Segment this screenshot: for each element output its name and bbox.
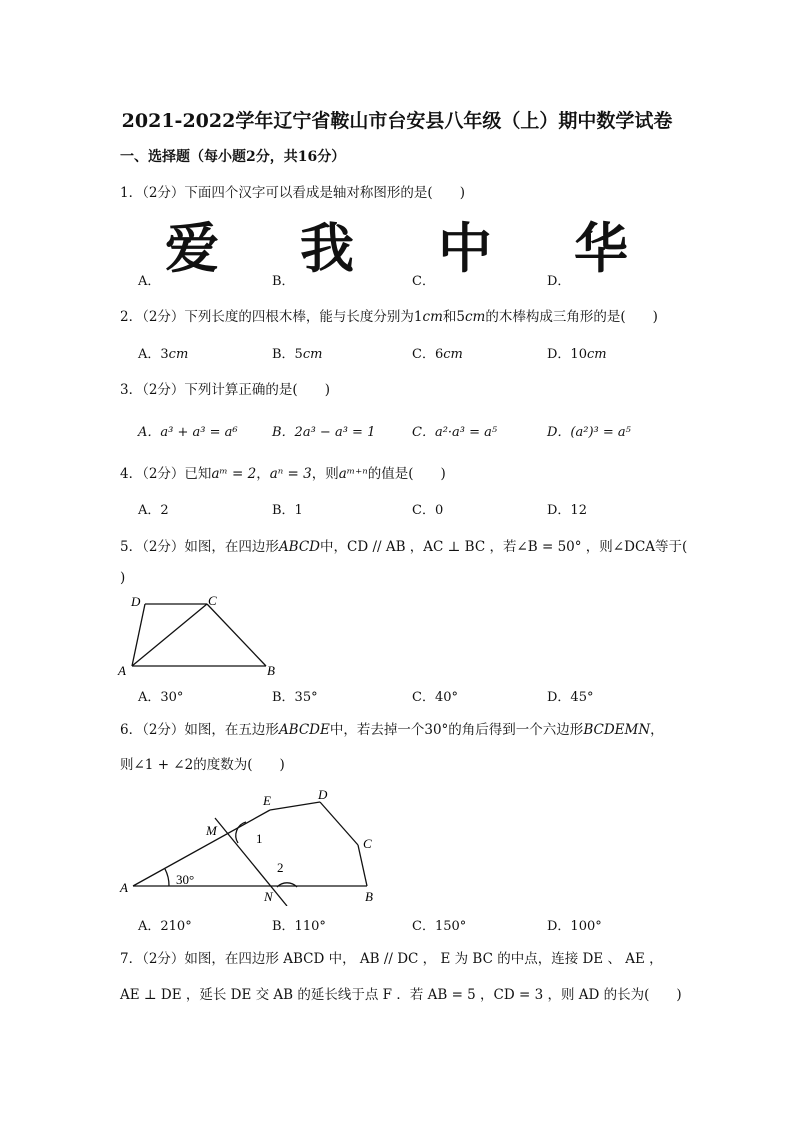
q4-option-c[interactable]: C．0 (412, 503, 444, 518)
q2-option-d[interactable]: D．10cm (547, 347, 607, 362)
question-7-stem: 7．（2分）如图，在四边形 ABCD 中， AB // DC ， E 为 BC 的中点，连接 DE 、 AE ， (120, 951, 663, 967)
label-d: D (318, 787, 328, 802)
q6-option-a[interactable]: A．210° (138, 919, 192, 934)
label-a: A (120, 880, 128, 895)
q3-option-a[interactable]: A．a³ + a³ = a⁶ (138, 425, 238, 440)
label-c: C (208, 593, 217, 608)
label-a: A (118, 663, 126, 678)
question-4-stem: 4．（2分）已知aᵐ = 2，aⁿ = 3，则aᵐ⁺ⁿ的值是( ) (120, 466, 446, 482)
q5-option-a[interactable]: A．30° (138, 690, 184, 705)
paper-title: 2021-2022学年辽宁省鞍山市台安县八年级（上）期中数学试卷 (121, 110, 673, 132)
label-b: B (267, 663, 275, 678)
q2-option-c[interactable]: C．6cm (412, 347, 463, 362)
q1-option-d[interactable]: D． (547, 274, 571, 289)
q3-option-b[interactable]: B．2a³ − a³ = 1 (272, 425, 376, 440)
q4-option-a[interactable]: A．2 (138, 503, 169, 518)
q1-char-hua: 华 (574, 217, 628, 280)
q6-option-b[interactable]: B．110° (272, 919, 326, 934)
q5-option-d[interactable]: D．45° (547, 690, 594, 705)
q4-option-d[interactable]: D．12 (547, 503, 587, 518)
segment-ed (270, 802, 320, 810)
angle-30-arc (165, 869, 169, 886)
label-e: E (263, 793, 271, 808)
label-d: D (131, 594, 141, 609)
segment-cb (358, 845, 367, 886)
segment-dc (320, 802, 358, 845)
segment-ae (133, 810, 270, 886)
q1-char-wo: 我 (300, 217, 354, 280)
angle-1-arc (236, 822, 246, 843)
segment-cb (207, 604, 266, 666)
q6-option-d[interactable]: D．100° (547, 919, 602, 934)
question-1-stem: 1．（2分）下面四个汉字可以看成是轴对称图形的是( ) (120, 185, 465, 201)
label-angle-30: 30° (176, 872, 195, 887)
section-heading: 一、选择题（每小题2分，共16分） (120, 149, 346, 165)
q1-option-b[interactable]: B． (272, 274, 295, 289)
q2-option-a[interactable]: A．3cm (138, 347, 189, 362)
q1-option-c[interactable]: C． (412, 274, 435, 289)
question-7-stem-line2: AE ⊥ DE ，延长 DE 交 AB 的延长线于点 F ．若 AB = 5 ，CD = 3 ，则 AD 的长为( ) (120, 987, 682, 1003)
question-2-stem: 2．（2分）下列长度的四根木棒，能与长度分别为1cm和5cm的木棒构成三角形的是( ) (120, 309, 658, 325)
q1-char-ai: 爱 (165, 217, 219, 280)
question-6-stem-line2: 则∠1 + ∠2的度数为( ) (120, 757, 285, 773)
q1-option-a[interactable]: A． (138, 274, 161, 289)
q1-char-zhong: 中 (438, 217, 492, 280)
q5-option-c[interactable]: C．40° (412, 690, 458, 705)
q6-option-c[interactable]: C．150° (412, 919, 467, 934)
q5-option-b[interactable]: B．35° (272, 690, 318, 705)
label-angle-2: 2 (277, 860, 284, 875)
q2-option-b[interactable]: B．5cm (272, 347, 323, 362)
q6-figure-pentagon (115, 782, 385, 906)
q5-figure-quadrilateral (115, 592, 285, 680)
q3-option-d[interactable]: D．(a²)³ = a⁵ (547, 425, 631, 440)
q3-option-c[interactable]: C．a²·a³ = a⁵ (412, 425, 498, 440)
question-6-stem: 6．（2分）如图，在五边形ABCDE中，若去掉一个30°的角后得到一个六边形BCDEMN， (120, 722, 664, 738)
label-n: N (264, 889, 273, 904)
label-b: B (365, 889, 373, 904)
q4-option-b[interactable]: B．1 (272, 503, 303, 518)
label-m: M (206, 823, 217, 838)
label-c: C (363, 836, 372, 851)
question-5-stem: 5．（2分）如图，在四边形ABCD中，CD // AB ，AC ⊥ BC ，若∠B = 50° ，则∠DCA等于( (120, 539, 688, 555)
question-3-stem: 3．（2分）下列计算正确的是( ) (120, 382, 330, 398)
question-5-stem-line2: ) (120, 570, 126, 586)
label-angle-1: 1 (256, 831, 263, 846)
